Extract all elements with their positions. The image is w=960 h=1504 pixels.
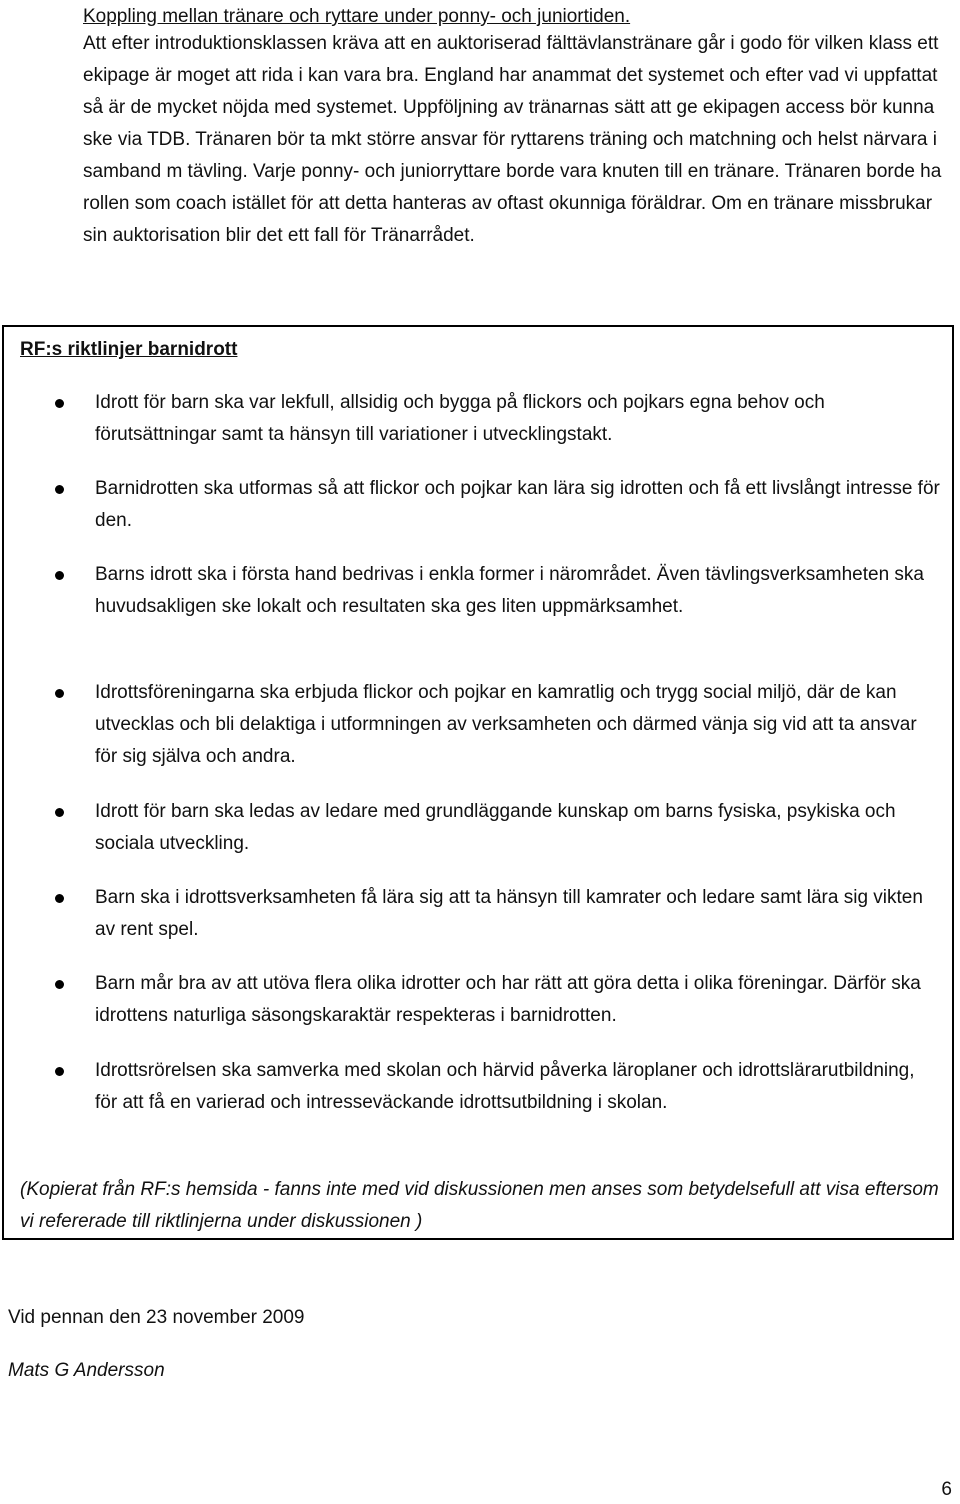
bullet-icon [55,894,64,903]
list-item-text: Barn ska i idrottsverksamheten få lära sig att ta hänsyn till kamrater och ledare samt lära sig vikten av rent spel. [95,887,923,940]
bullet-icon [55,571,64,580]
list-item-text: Barns idrott ska i första hand bedrivas i enkla former i närområdet. Även tävlingsverksamheten ska huvudsakligen ske lokalt och resultaten ska ges liten uppmärksamhet. [95,564,924,617]
bullet-icon [55,808,64,817]
list-item-text: Idrottsföreningarna ska erbjuda flickor och pojkar en kamratlig och trygg social miljö, där de kan utvecklas och bli delaktiga i utformningen av verksamheten och därmed vänja sig vid att ta ansvar för sig själva och andra. [95,682,917,767]
bullet-icon [55,689,64,698]
list-item-text: Idrottsrörelsen ska samverka med skolan och härvid påverka läroplaner och idrottslärarutbildning, för att få en varierad och intresseväckande idrottsutbildning i skolan. [95,1060,915,1113]
list-item-text: Barnidrotten ska utformas så att flickor och pojkar kan lära sig idrotten och få ett livslångt intresse för den. [95,478,940,531]
bullet-icon [55,1067,64,1076]
signoff-line: Vid pennan den 23 november 2009 [8,1307,305,1328]
rf-guidelines-box [2,325,954,1240]
source-note: (Kopierat från RF:s hemsida - fanns inte med vid diskussionen men anses som betydelsefull att visa eftersom vi refererade till riktlinjerna under diskussionen ) [20,1179,939,1232]
page-number: 6 [941,1479,952,1500]
bullet-icon [55,485,64,494]
author-name: Mats G Andersson [8,1360,165,1381]
list-item-text: Idrott för barn ska var lekfull, allsidig och bygga på flickors och pojkars egna behov och förutsättningar samt ta hänsyn till variationer i utvecklingstakt. [95,392,825,445]
intro-paragraph: Att efter introduktionsklassen kräva att en auktoriserad fälttävlanstränare går i godo för vilken klass ett ekipage är moget att rida i kan vara bra. England har anammat det systemet och efter vad vi uppfattat så är de mycket nöjda med systemet. Uppföljning av tränarnas sätt att ge ekipagen access bör kunna ske via TDB. Tränaren bör ta mkt större ansvar för ryttarens träning och matchning och helst närvara i samband m tävling. Varje ponny- och juniorryttare borde vara knuten till en tränare. Tränaren borde ha rollen som coach istället för att detta hanteras av oftast okunniga föräldrar. Om en tränare missbrukar sin auktorisation blir det ett fall för Tränarrådet. [83,33,942,246]
list-item-text: Idrott för barn ska ledas av ledare med grundläggande kunskap om barns fysiska, psykiska och sociala utveckling. [95,801,896,854]
section-heading: Koppling mellan tränare och ryttare under ponny- och juniortiden. [83,6,631,27]
list-item-text: Barn mår bra av att utöva flera olika idrotter och har rätt att göra detta i olika föreningar. Därför ska idrottens naturliga säsongskaraktär respekteras i barnidrotten. [95,973,921,1026]
rf-guidelines-title: RF:s riktlinjer barnidrott [20,339,238,360]
bullet-icon [55,399,64,408]
bullet-icon [55,980,64,989]
